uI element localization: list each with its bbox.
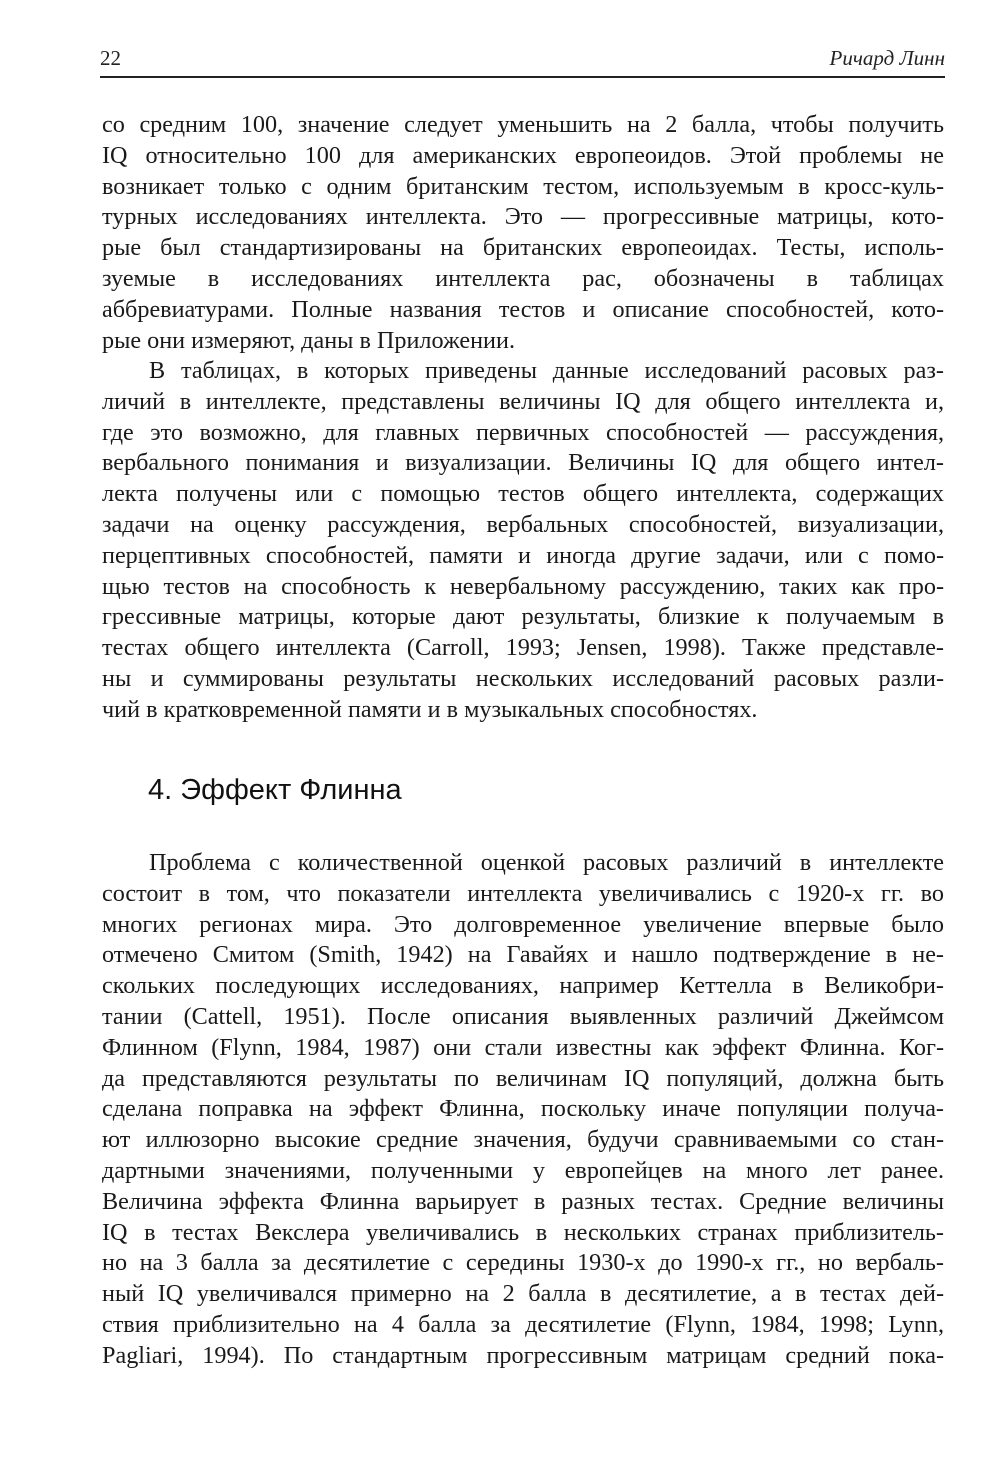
text-line: лекта получены или с помощью тестов общего интеллекта, содержащих	[102, 480, 944, 508]
text-line: Проблема с количественной оценкой расовых различий в интеллекте	[149, 849, 944, 876]
text-line: где это возможно, для главных первичных способностей — рассуждения,	[102, 418, 944, 446]
paragraph-tables	[102, 356, 944, 726]
text-line: Pagliari, 1994). По стандартным прогрессивным матрицам средний пока-	[102, 1341, 944, 1369]
text-line: В таблицах, в которых приведены данные исследований расовых раз-	[149, 357, 944, 384]
section-heading: 4. Эффект Флинна	[148, 774, 402, 806]
text-line: турных исследованиях интеллекта. Это — прогрессивные матрицы, кото-	[102, 203, 944, 231]
text-line: тестах общего интеллекта (Carroll, 1993; Jensen, 1998). Также представле-	[102, 634, 944, 662]
text-line: отмечено Смитом (Smith, 1942) на Гавайях и нашло подтверждение в не-	[102, 941, 944, 969]
text-line: сделана поправка на эффект Флинна, поскольку иначе популяции получа-	[102, 1095, 944, 1123]
paragraph-continued	[102, 110, 944, 356]
text-line: состоит в том, что показатели интеллекта увеличивались с 1920-х гг. во	[102, 879, 944, 907]
text-line: дартными значениями, полученными у европейцев на много лет ранее.	[102, 1156, 944, 1184]
text-line: но на 3 балла за десятилетие с середины 1930-х до 1990-х гг., но вербаль-	[102, 1249, 944, 1277]
text-line: IQ в тестах Векслера увеличивались в нескольких странах приблизитель-	[102, 1218, 944, 1246]
text-line: ны и суммированы результаты нескольких исследований расовых разли-	[102, 664, 944, 692]
text-line: Флинном (Flynn, 1984, 1987) они стали известны как эффект Флинна. Ког-	[102, 1033, 944, 1061]
text-line: грессивные матрицы, которые дают результаты, близкие к получаемым в	[102, 603, 944, 631]
text-line: ствия приблизительно на 4 балла за десятилетие (Flynn, 1984, 1998; Lynn,	[102, 1310, 944, 1338]
paragraph-flynn	[102, 848, 944, 1372]
running-author: Ричард Линн	[829, 46, 945, 70]
text-line: Величина эффекта Флинна варьирует в разных тестах. Средние величины	[102, 1187, 944, 1215]
running-header	[100, 46, 945, 76]
text-line: щью тестов на способность к невербальному рассуждению, таких как про-	[102, 572, 944, 600]
text-line: тании (Cattell, 1951). После описания выявленных различий Джеймсом	[102, 1002, 944, 1030]
text-line: рые они измеряют, даны в Приложении.	[102, 326, 515, 354]
text-line: скольких последующих исследованиях, например Кеттелла в Великобри-	[102, 972, 944, 1000]
text-line: со средним 100, значение следует уменьшить на 2 балла, чтобы получить	[102, 111, 944, 138]
text-line: перцептивных способностей, памяти и иногда другие задачи, или с помо-	[102, 541, 944, 569]
text-line: ный IQ увеличивался примерно на 2 балла в десятилетие, а в тестах дей-	[102, 1280, 944, 1308]
text-line: многих регионах мира. Это долговременное увеличение впервые было	[102, 910, 944, 938]
text-line: личий в интеллекте, представлены величины IQ для общего интеллекта и,	[102, 387, 944, 415]
page-number: 22	[100, 46, 121, 70]
text-line: да представляются результаты по величинам IQ популяций, должна быть	[102, 1064, 944, 1092]
text-line: задачи на оценку рассуждения, вербальных способностей, визуализации,	[102, 510, 944, 538]
text-line: вербального понимания и визуализации. Величины IQ для общего интел-	[102, 449, 944, 477]
text-line: ют иллюзорно высокие средние значения, будучи сравниваемыми со стан-	[102, 1126, 944, 1154]
text-line: рые был стандартизированы на британских европеоидах. Тесты, исполь-	[102, 234, 944, 262]
header-rule	[100, 76, 945, 78]
text-line: чий в кратковременной памяти и в музыкальных способностях.	[102, 695, 758, 723]
text-line: аббревиатурами. Полные названия тестов и описание способностей, кото-	[102, 295, 944, 323]
text-line: возникает только с одним британским тестом, используемым в кросс-куль-	[102, 172, 944, 200]
text-line: IQ относительно 100 для американских европеоидов. Этой проблемы не	[102, 141, 944, 169]
text-line: зуемые в исследованиях интеллекта рас, обозначены в таблицах	[102, 264, 944, 292]
